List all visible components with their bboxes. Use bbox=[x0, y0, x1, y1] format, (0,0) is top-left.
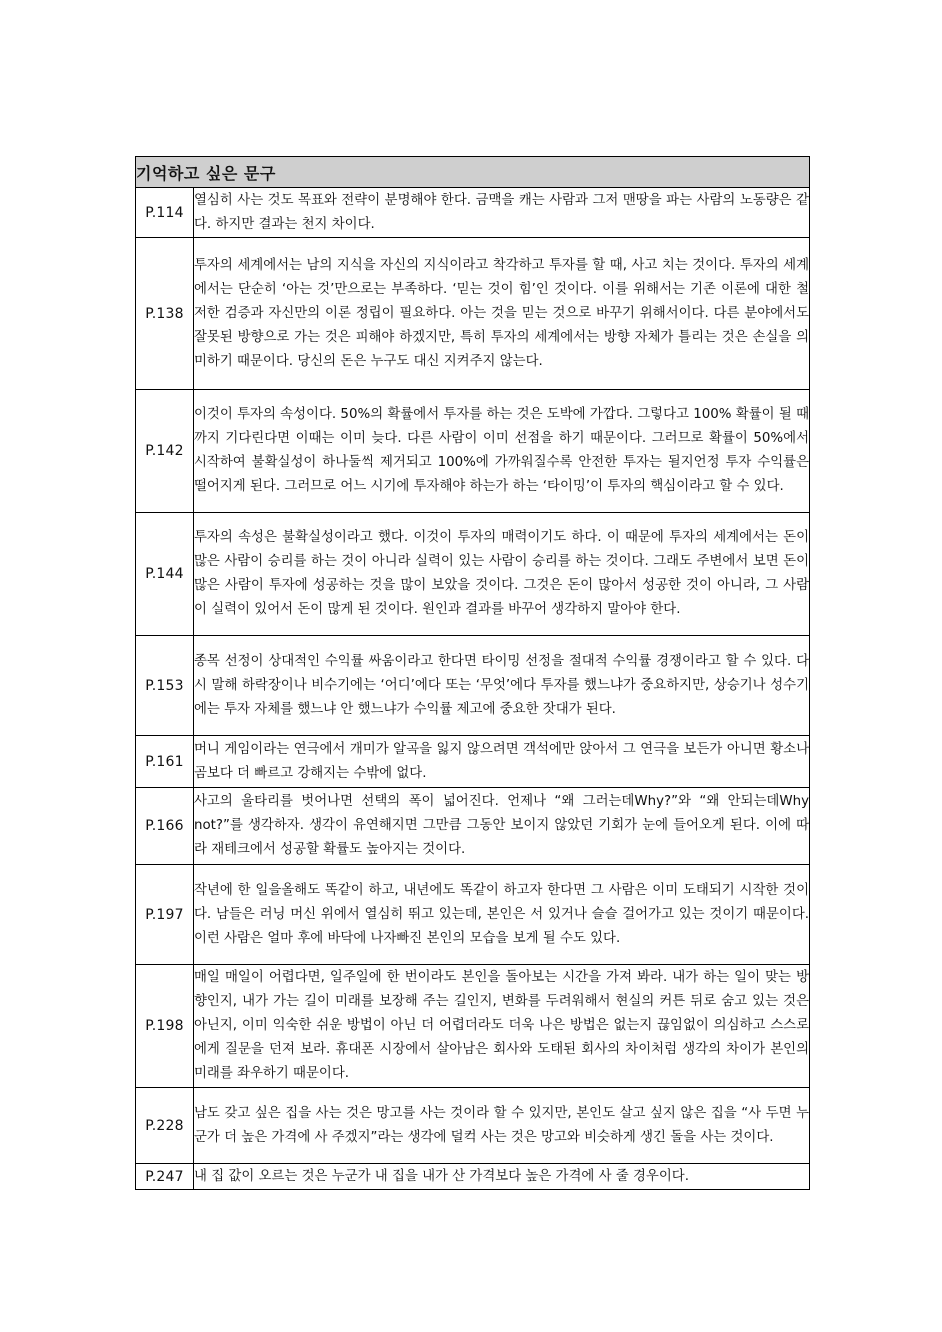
page-number: P.198 bbox=[136, 965, 194, 1088]
table-row bbox=[136, 1164, 810, 1190]
table-row bbox=[136, 865, 810, 965]
quote-text: 열심히 사는 것도 목표와 전략이 분명해야 한다. 금맥을 캐는 사람과 그저 맨땅을 파는 사람의 노동량은 같다. 하지만 결과는 천지 차이다. bbox=[194, 188, 810, 238]
table-title: 기억하고 싶은 문구 bbox=[136, 157, 810, 188]
table-row bbox=[136, 188, 810, 238]
quote-text: 매일 매일이 어렵다면, 일주일에 한 번이라도 본인을 돌아보는 시간을 가져 봐라. 내가 하는 일이 맞는 방향인지, 내가 가는 길이 미래를 보장해 주는 길인지, 변화를 두려워해서 현실의 커튼 뒤로 숨고 있는 것은 아닌지, 이미 익숙한 쉬운 방법이 아닌 더 어렵더라도 더욱 나은 방법은 없는지 끊임없이 의심하고 스스로에게 질문을 던져 보라. 휴대폰 시장에서 살아남은 회사와 도태된 회사의 차이처럼 생각의 차이가 본인의 미래를 좌우하기 때문이다. bbox=[194, 965, 810, 1088]
page-number: P.161 bbox=[136, 736, 194, 788]
page-number: P.114 bbox=[136, 188, 194, 238]
quote-text: 이것이 투자의 속성이다. 50%의 확률에서 투자를 하는 것은 도박에 가깝다. 그렇다고 100% 확률이 될 때까지 기다린다면 이때는 이미 늦다. 다른 사람이 이미 선점을 하기 때문이다. 그러므로 확률이 50%에서 시작하여 불확실성이 하나둘씩 제거되고 100%에 가까워질수록 안전한 투자는 될지언정 투자 수익률은 떨어지게 된다. 그러므로 어느 시기에 투자해야 하는가 하는 ‘타이밍’이 투자의 핵심이라고 할 수 있다. bbox=[194, 390, 810, 513]
table-row bbox=[136, 513, 810, 636]
table-row bbox=[136, 736, 810, 788]
page-number: P.197 bbox=[136, 865, 194, 965]
table-header-row bbox=[136, 157, 810, 188]
quote-text: 투자의 속성은 불확실성이라고 했다. 이것이 투자의 매력이기도 하다. 이 때문에 투자의 세계에서는 돈이 많은 사람이 승리를 하는 것이 아니라 실력이 있는 사람이 승리를 하는 것이다. 그래도 주변에서 보면 돈이 많은 사람이 투자에 성공하는 것을 많이 보았을 것이다. 그것은 돈이 많아서 성공한 것이 아니라, 그 사람이 실력이 있어서 돈이 많게 된 것이다. 원인과 결과를 바꾸어 생각하지 말아야 한다. bbox=[194, 513, 810, 636]
table-row bbox=[136, 390, 810, 513]
page-number: P.166 bbox=[136, 788, 194, 865]
quote-text: 사고의 울타리를 벗어나면 선택의 폭이 넓어진다. 언제나 “왜 그러는데Why?”와 “왜 안되는데Why not?”를 생각하자. 생각이 유연해지면 그만큼 그동안 보이지 않았던 기회가 눈에 들어오게 된다. 이에 따라 재테크에서 성공할 확률도 높아지는 것이다. bbox=[194, 788, 810, 865]
table-row bbox=[136, 238, 810, 390]
quotes-table bbox=[135, 156, 810, 1190]
table-row bbox=[136, 636, 810, 736]
page-number: P.144 bbox=[136, 513, 194, 636]
table-row bbox=[136, 1088, 810, 1164]
page-number: P.247 bbox=[136, 1164, 194, 1190]
quote-text: 종목 선정이 상대적인 수익률 싸움이라고 한다면 타이밍 선정을 절대적 수익률 경쟁이라고 할 수 있다. 다시 말해 하락장이나 비수기에는 ‘어디’에다 또는 ‘무엇’에다 투자를 했느냐가 중요하지만, 상승기나 성수기에는 투자 자체를 했느냐 안 했느냐가 수익률 제고에 중요한 잣대가 된다. bbox=[194, 636, 810, 736]
table-row bbox=[136, 965, 810, 1088]
page-number: P.153 bbox=[136, 636, 194, 736]
table-row bbox=[136, 788, 810, 865]
page-number: P.142 bbox=[136, 390, 194, 513]
quote-text: 투자의 세계에서는 남의 지식을 자신의 지식이라고 착각하고 투자를 할 때, 사고 치는 것이다. 투자의 세계에서는 단순히 ‘아는 것’만으로는 부족하다. ‘믿는 것이 힘’인 것이다. 이를 위해서는 기존 이론에 대한 철저한 검증과 자신만의 이론 정립이 필요하다. 아는 것을 믿는 것으로 바꾸기 위해서이다. 다른 분야에서도 잘못된 방향으로 가는 것은 피해야 하겠지만, 특히 투자의 세계에서는 방향 자체가 틀리는 것은 손실을 의미하기 때문이다. 당신의 돈은 누구도 대신 지켜주지 않는다. bbox=[194, 238, 810, 390]
quote-text: 남도 갖고 싶은 집을 사는 것은 망고를 사는 것이라 할 수 있지만, 본인도 살고 싶지 않은 집을 “사 두면 누군가 더 높은 가격에 사 주겠지”라는 생각에 덜컥 사는 것은 망고와 비슷하게 생긴 돌을 사는 것이다. bbox=[194, 1088, 810, 1164]
page-number: P.228 bbox=[136, 1088, 194, 1164]
page-number: P.138 bbox=[136, 238, 194, 390]
quote-text: 내 집 값이 오르는 것은 누군가 내 집을 내가 산 가격보다 높은 가격에 사 줄 경우이다. bbox=[194, 1164, 810, 1190]
quote-text: 머니 게임이라는 연극에서 개미가 알곡을 잃지 않으려면 객석에만 앉아서 그 연극을 보든가 아니면 황소나 곰보다 더 빠르고 강해지는 수밖에 없다. bbox=[194, 736, 810, 788]
quote-text: 작년에 한 일을올해도 똑같이 하고, 내년에도 똑같이 하고자 한다면 그 사람은 이미 도태되기 시작한 것이다. 남들은 러닝 머신 위에서 열심히 뛰고 있는데, 본인은 서 있거나 슬슬 걸어가고 있는 것이기 때문이다. 이런 사람은 얼마 후에 바닥에 나자빠진 본인의 모습을 보게 될 수도 있다. bbox=[194, 865, 810, 965]
